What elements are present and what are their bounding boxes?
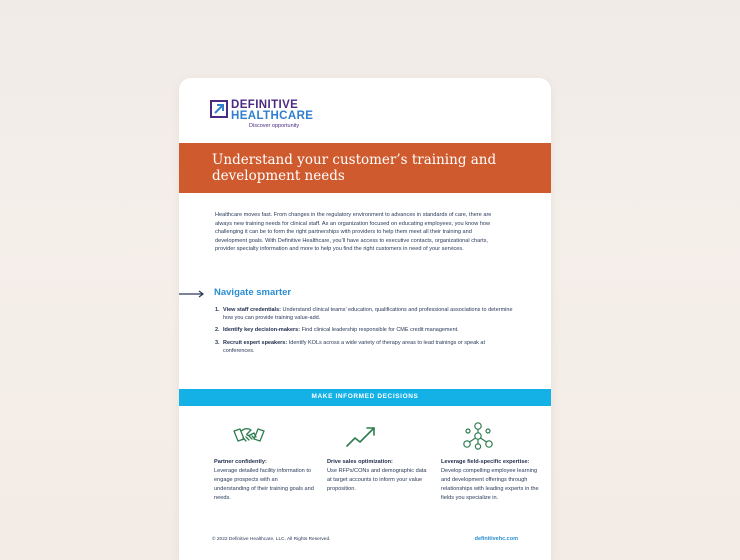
intro-paragraph: Healthcare moves fast. From changes in the regulatory environment to advances in standards of care, there are always new training needs for clinical staff. As an organization focused on educating employees, you know how challenging it can be to form the right partnerships with providers to help them meet all their training and development goals. With Definitive Healthcare, you’ll have access to executive contacts, organizational charts, provider specialty information and more to help you find the right customers in need of your services. bbox=[215, 212, 492, 253]
logo-line-1: DEFINITIVE bbox=[231, 99, 299, 111]
list-item bbox=[215, 326, 515, 334]
list-number: 1. bbox=[215, 307, 220, 313]
decision-description: Develop compelling employee learning and development offerings through relationships with leading experts in the fields you specialize in. bbox=[441, 468, 539, 501]
decision-description: Leverage detailed facility information to engage prospects with an understanding of their training goals and needs. bbox=[214, 468, 314, 501]
website-link[interactable]: definitivehc.com bbox=[474, 536, 518, 542]
logo-arrow-icon bbox=[210, 100, 228, 118]
list-label: Recruit expert speakers: bbox=[223, 339, 288, 346]
list-text: Find clinical leadership responsible for CME credit management. bbox=[301, 327, 459, 334]
decision-label: Leverage field-specific expertise: bbox=[441, 459, 530, 465]
arrow-right-icon bbox=[179, 290, 205, 298]
list-text: Understand clinical teams’ education, qualifications and professional associations to determine how you can provide training value-add. bbox=[223, 307, 513, 322]
decision-label: Partner confidently: bbox=[214, 459, 267, 465]
page-title: Understand your customer’s training and development needs bbox=[212, 152, 497, 184]
decision-text-expertise bbox=[441, 458, 541, 503]
logo-tagline: Discover opportunity bbox=[249, 123, 300, 129]
list-number: 2. bbox=[215, 327, 220, 334]
network-people-icon bbox=[461, 422, 495, 450]
decision-text-partner bbox=[214, 458, 314, 503]
navigate-list bbox=[215, 306, 515, 359]
handshake-icon bbox=[232, 422, 266, 450]
list-number: 3. bbox=[215, 339, 220, 346]
section-bar-heading: MAKE INFORMED DECISIONS bbox=[311, 393, 419, 400]
list-label: View staff credentials: bbox=[223, 307, 281, 313]
navigate-heading: Navigate smarter bbox=[214, 287, 292, 298]
copyright-text: © 2022 Definitive Healthcare, LLC. All Rights Reserved. bbox=[212, 537, 331, 542]
document-page bbox=[179, 78, 551, 560]
logo-line-2: HEALTHCARE bbox=[231, 110, 314, 122]
section-bar bbox=[179, 389, 551, 406]
decision-text-sales bbox=[327, 458, 427, 494]
decision-label: Drive sales optimization: bbox=[327, 459, 393, 465]
title-banner bbox=[179, 143, 551, 193]
list-item bbox=[215, 339, 515, 355]
list-item bbox=[215, 306, 515, 322]
trend-up-icon bbox=[345, 422, 379, 450]
decision-description: Use RFPs/CONs and demographic data at target accounts to inform your value proposition. bbox=[327, 468, 427, 492]
list-label: Identify key decision-makers: bbox=[223, 327, 301, 334]
list-text: Identify KOLs across a wide variety of therapy areas to lead trainings or speak at conferences. bbox=[223, 339, 486, 354]
